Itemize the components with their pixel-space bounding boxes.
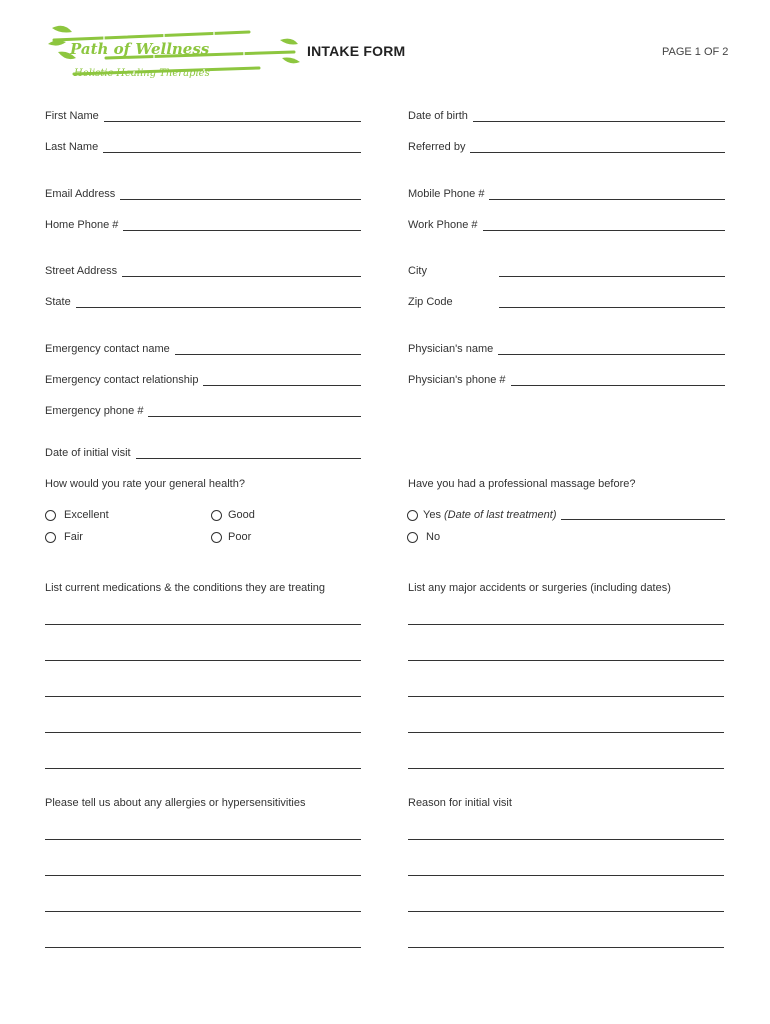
first-name-line[interactable] (104, 120, 361, 122)
allergies-line[interactable] (45, 839, 361, 840)
health-question: How would you rate your general health? (45, 478, 245, 490)
health-option-excellent[interactable] (45, 509, 109, 521)
state-line[interactable] (76, 306, 361, 308)
date-of-birth-label: Date of birth (408, 110, 468, 122)
accidents-line[interactable] (408, 696, 724, 697)
reason-line[interactable] (408, 875, 724, 876)
emergency-relationship-field[interactable] (45, 372, 361, 386)
logo-text: Path of Wellness (70, 40, 210, 58)
emergency-phone-label: Emergency phone # (45, 405, 144, 417)
health-option-label: Good (228, 509, 255, 521)
page-number: PAGE 1 OF 2 (662, 46, 729, 58)
mobile-phone-label: Mobile Phone # (408, 188, 485, 200)
last-name-label: Last Name (45, 141, 99, 153)
medications-heading: List current medications & the conditions they are treating (45, 582, 326, 594)
emergency-name-field[interactable] (45, 341, 361, 355)
home-phone-field[interactable] (45, 217, 361, 231)
logo-subtext: Holistic Healing Therapies (74, 68, 210, 79)
street-address-field[interactable] (45, 263, 361, 277)
radio-icon[interactable] (211, 532, 222, 543)
last-name-field[interactable] (45, 139, 361, 153)
initial-visit-label: Date of initial visit (45, 447, 131, 459)
emergency-phone-field[interactable] (45, 403, 361, 417)
state-field[interactable] (45, 294, 361, 308)
emergency-relationship-label: Emergency contact relationship (45, 374, 199, 386)
mobile-phone-field[interactable] (408, 186, 725, 200)
street-address-line[interactable] (122, 275, 361, 277)
allergies-line[interactable] (45, 947, 361, 948)
health-option-fair[interactable] (45, 531, 83, 543)
radio-icon[interactable] (45, 510, 56, 521)
health-option-poor[interactable] (211, 531, 251, 543)
health-option-good[interactable] (211, 509, 255, 521)
city-label: City (408, 265, 427, 277)
medications-line[interactable] (45, 732, 361, 733)
allergies-line[interactable] (45, 875, 361, 876)
medications-line[interactable] (45, 660, 361, 661)
massage-option-no[interactable] (407, 531, 440, 543)
emergency-name-line[interactable] (175, 353, 361, 355)
referred-by-line[interactable] (470, 151, 725, 153)
emergency-relationship-line[interactable] (203, 384, 361, 386)
radio-icon[interactable] (45, 532, 56, 543)
physician-name-line[interactable] (498, 353, 725, 355)
accidents-line[interactable] (408, 732, 724, 733)
massage-no-label: No (426, 531, 441, 543)
city-field[interactable] (408, 263, 725, 277)
physician-phone-label: Physician's phone # (408, 374, 506, 386)
street-address-label: Street Address (45, 265, 118, 277)
referred-by-label: Referred by (408, 141, 466, 153)
physician-name-label: Physician's name (408, 343, 494, 355)
massage-yes-note: (Date of last treatment) (444, 509, 557, 521)
home-phone-line[interactable] (123, 229, 361, 231)
city-line[interactable] (499, 275, 725, 277)
email-field[interactable] (45, 186, 361, 200)
accidents-line[interactable] (408, 660, 724, 661)
first-name-label: First Name (45, 110, 99, 122)
form-title: INTAKE FORM (307, 43, 406, 59)
date-of-birth-field[interactable] (408, 108, 725, 122)
path-of-wellness-logo (44, 18, 302, 84)
allergies-heading: Please tell us about any allergies or hypersensitivities (45, 797, 306, 809)
accidents-heading: List any major accidents or surgeries (including dates) (408, 582, 671, 594)
zip-code-field[interactable] (408, 294, 725, 308)
state-label: State (45, 296, 71, 308)
referred-by-field[interactable] (408, 139, 725, 153)
radio-icon[interactable] (407, 532, 418, 543)
initial-visit-line[interactable] (136, 457, 361, 459)
reason-line[interactable] (408, 839, 724, 840)
medications-line[interactable] (45, 696, 361, 697)
reason-heading: Reason for initial visit (408, 797, 512, 809)
emergency-phone-line[interactable] (148, 415, 361, 417)
reason-line[interactable] (408, 911, 724, 912)
physician-name-field[interactable] (408, 341, 725, 355)
zip-code-label: Zip Code (408, 296, 453, 308)
initial-visit-field[interactable] (45, 445, 361, 459)
accidents-line[interactable] (408, 624, 724, 625)
radio-icon[interactable] (407, 510, 418, 521)
zip-code-line[interactable] (499, 306, 725, 308)
massage-yes-label: Yes (423, 509, 441, 521)
physician-phone-field[interactable] (408, 372, 725, 386)
physician-phone-line[interactable] (511, 384, 726, 386)
health-option-label: Poor (228, 531, 252, 543)
accidents-line[interactable] (408, 768, 724, 769)
mobile-phone-line[interactable] (489, 198, 725, 200)
emergency-name-label: Emergency contact name (45, 343, 170, 355)
radio-icon[interactable] (211, 510, 222, 521)
last-treatment-line[interactable] (561, 511, 725, 520)
massage-option-yes[interactable] (407, 509, 725, 521)
allergies-line[interactable] (45, 911, 361, 912)
last-name-line[interactable] (103, 151, 361, 153)
medications-line[interactable] (45, 624, 361, 625)
health-option-label: Excellent (64, 509, 109, 521)
work-phone-line[interactable] (483, 229, 725, 231)
reason-line[interactable] (408, 947, 724, 948)
home-phone-label: Home Phone # (45, 219, 119, 231)
work-phone-label: Work Phone # (408, 219, 478, 231)
email-label: Email Address (45, 188, 116, 200)
massage-question: Have you had a professional massage before? (408, 478, 636, 490)
email-line[interactable] (120, 198, 361, 200)
medications-line[interactable] (45, 768, 361, 769)
health-option-label: Fair (64, 531, 83, 543)
work-phone-field[interactable] (408, 217, 725, 231)
first-name-field[interactable] (45, 108, 361, 122)
date-of-birth-line[interactable] (473, 120, 725, 122)
